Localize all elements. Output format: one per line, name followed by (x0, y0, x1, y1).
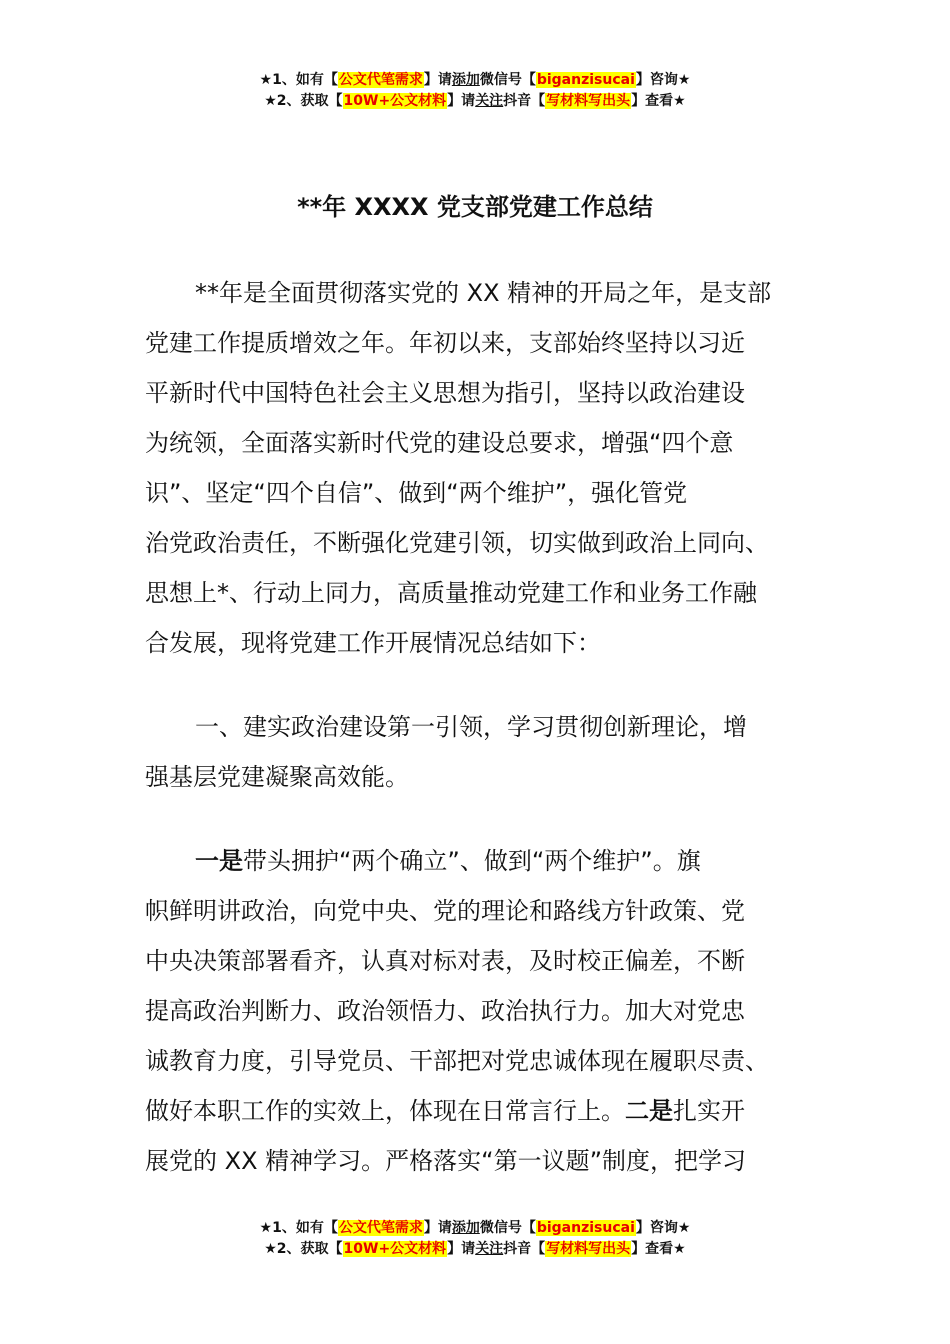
paragraph-line: 党建工作提质增效之年。年初以来，支部始终坚持以习近 (145, 329, 745, 357)
banner-highlight: 写材料写出头 (546, 93, 631, 109)
banner-text: 】咨询★ (635, 72, 691, 88)
banner-line-2 (0, 1239, 950, 1260)
banner-text: 】请 (423, 1220, 452, 1236)
heading-line: 一、建实政治建设第一引领，学习贯彻创新理论，增 (195, 713, 747, 741)
document-title: **年 XXXX 党支部党建工作总结 (297, 193, 653, 221)
footer-banner (0, 1218, 950, 1260)
paragraph-line: 平新时代中国特色社会主义思想为指引，坚持以政治建设 (145, 379, 745, 407)
banner-underlined: 关注 (475, 93, 504, 109)
point-marker: 一是 (195, 847, 243, 875)
heading-line: 强基层党建凝聚高效能。 (145, 763, 409, 791)
body-paragraph (145, 836, 810, 1186)
banner-line-1 (0, 70, 950, 91)
banner-text: ★1、如有【 (259, 72, 338, 88)
banner-text: 微信号【 (479, 1220, 536, 1236)
banner-text: ★2、获取【 (264, 93, 343, 109)
banner-text: 】请 (447, 93, 476, 109)
banner-highlight: 10W+公文材料 (343, 1241, 447, 1257)
banner-line-1 (0, 1218, 950, 1239)
paragraph-text: 带头拥护“两个确立”、做到“两个维护”。旗 (243, 847, 701, 875)
paragraph-line: 帜鲜明讲政治，向党中央、党的理论和路线方针政策、党 (145, 897, 745, 925)
paragraph-line: 中央决策部署看齐，认真对标对表，及时校正偏差，不断 (145, 947, 745, 975)
banner-highlight: biganzisucai (536, 1220, 635, 1236)
paragraph-line (145, 1086, 810, 1136)
banner-text: ★1、如有【 (259, 1220, 338, 1236)
banner-text: 】查看★ (631, 1241, 686, 1257)
paragraph-line: 提高政治判断力、政治领悟力、政治执行力。加大对党忠 (145, 997, 745, 1025)
paragraph-text: 做好本职工作的实效上，体现在日常言行上。 (145, 1097, 625, 1125)
banner-highlight: 公文代笔需求 (338, 1220, 423, 1236)
banner-text: 】查看★ (631, 93, 686, 109)
paragraph-line: **年是全面贯彻落实党的 XX 精神的开局之年，是支部 (195, 279, 772, 307)
banner-highlight: 10W+公文材料 (343, 93, 447, 109)
banner-underlined: 添加 (451, 72, 480, 88)
banner-text: 抖音【 (503, 1241, 546, 1257)
paragraph-line: 思想上*、行动上同力，高质量推动党建工作和业务工作融 (145, 579, 757, 607)
banner-highlight: biganzisucai (536, 72, 635, 88)
paragraph-line: 诚教育力度，引导党员、干部把对党忠诚体现在履职尽责、 (145, 1047, 769, 1075)
paragraph-line: 识”、坚定“四个自信”、做到“两个维护”，强化管党 (145, 479, 688, 507)
point-marker: 二是 (625, 1097, 673, 1125)
intro-paragraph (145, 268, 810, 668)
banner-text: 】请 (447, 1241, 476, 1257)
banner-text: 】请 (423, 72, 452, 88)
paragraph-line (145, 836, 810, 886)
banner-text: 微信号【 (479, 72, 536, 88)
paragraph-line: 合发展，现将党建工作开展情况总结如下： (145, 629, 601, 657)
paragraph-line: 治党政治责任，不断强化党建引领，切实做到政治上同向、 (145, 529, 769, 557)
banner-highlight: 写材料写出头 (546, 1241, 631, 1257)
paragraph-text: 扎实开 (673, 1097, 745, 1125)
paragraph-line: 为统领，全面落实新时代党的建设总要求，增强“四个意 (145, 429, 734, 457)
banner-text: 抖音【 (503, 93, 546, 109)
banner-text: ★2、获取【 (264, 1241, 343, 1257)
paragraph-line: 展党的 XX 精神学习。严格落实“第一议题”制度，把学习 (145, 1147, 747, 1175)
banner-text: 】咨询★ (635, 1220, 691, 1236)
banner-highlight: 公文代笔需求 (338, 72, 423, 88)
header-banner (0, 70, 950, 112)
section-heading (145, 702, 810, 802)
banner-underlined: 添加 (451, 1220, 480, 1236)
banner-underlined: 关注 (475, 1241, 504, 1257)
banner-line-2 (0, 91, 950, 112)
